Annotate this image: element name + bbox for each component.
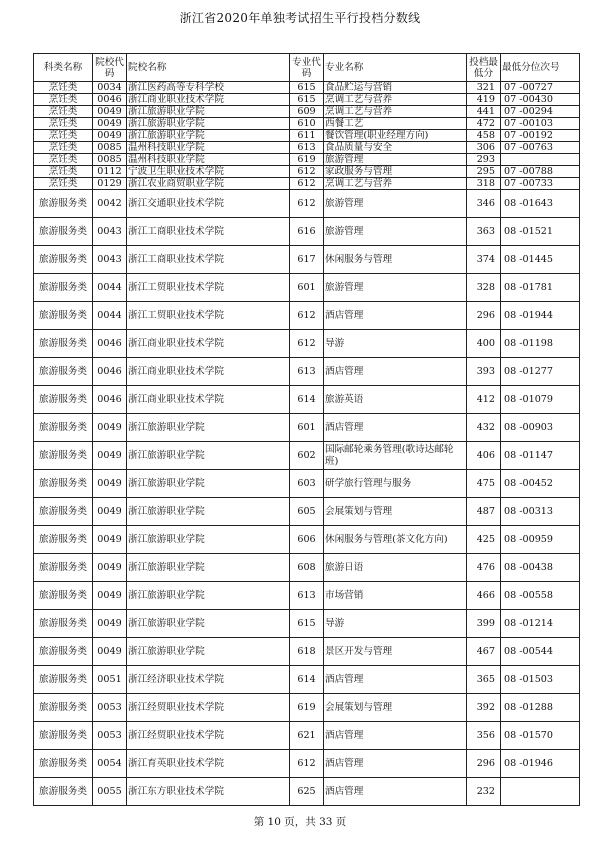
- major-code-cell: 614: [290, 386, 324, 414]
- header-school-name: 院校名称: [127, 54, 290, 82]
- school-name-cell: 浙江工商职业技术学院: [127, 218, 290, 246]
- category-cell: 烹饪类: [34, 106, 93, 118]
- major-name-cell: 酒店管理: [324, 302, 467, 330]
- category-cell: 烹饪类: [34, 82, 93, 94]
- min-score-cell: 441: [467, 106, 501, 118]
- school-code-cell: 0049: [93, 526, 127, 554]
- category-cell: 旅游服务类: [34, 330, 93, 358]
- major-code-cell: 619: [290, 694, 324, 722]
- school-code-cell: 0049: [93, 442, 127, 470]
- min-rank-cell: 07 -00294: [501, 106, 580, 118]
- header-school-code: 院校代码: [93, 54, 127, 82]
- school-name-cell: 浙江工商职业技术学院: [127, 246, 290, 274]
- category-cell: 旅游服务类: [34, 526, 93, 554]
- school-name-cell: 浙江商业职业技术学院: [127, 330, 290, 358]
- major-name-cell: 酒店管理: [324, 750, 467, 778]
- table-row: [34, 94, 580, 106]
- major-code-cell: 605: [290, 498, 324, 526]
- school-code-cell: 0129: [93, 178, 127, 190]
- category-cell: 旅游服务类: [34, 302, 93, 330]
- school-code-cell: 0049: [93, 638, 127, 666]
- school-name-cell: 浙江经贸职业技术学院: [127, 722, 290, 750]
- school-code-cell: 0042: [93, 190, 127, 218]
- min-rank-cell: 07 -00727: [501, 82, 580, 94]
- table-row: [34, 750, 580, 778]
- category-cell: 旅游服务类: [34, 274, 93, 302]
- school-code-cell: 0049: [93, 106, 127, 118]
- major-code-cell: 615: [290, 94, 324, 106]
- table-row: [34, 302, 580, 330]
- category-cell: 旅游服务类: [34, 442, 93, 470]
- school-name-cell: 浙江商业职业技术学院: [127, 358, 290, 386]
- major-name-cell: 旅游管理: [324, 154, 467, 166]
- category-cell: 烹饪类: [34, 142, 93, 154]
- header-min-score: 投档最低分: [467, 54, 501, 82]
- major-code-cell: 613: [290, 358, 324, 386]
- category-cell: 旅游服务类: [34, 778, 93, 806]
- min-score-cell: 392: [467, 694, 501, 722]
- major-name-cell: 酒店管理: [324, 666, 467, 694]
- min-rank-cell: 07 -00788: [501, 166, 580, 178]
- min-rank-cell: 08 -01147: [501, 442, 580, 470]
- school-code-cell: 0046: [93, 358, 127, 386]
- min-score-cell: 425: [467, 526, 501, 554]
- min-score-cell: 295: [467, 166, 501, 178]
- min-rank-cell: 08 -01781: [501, 274, 580, 302]
- table-row: [34, 554, 580, 582]
- category-cell: 旅游服务类: [34, 750, 93, 778]
- major-code-cell: 612: [290, 330, 324, 358]
- school-code-cell: 0049: [93, 554, 127, 582]
- min-rank-cell: 07 -00733: [501, 178, 580, 190]
- school-code-cell: 0053: [93, 694, 127, 722]
- school-code-cell: 0049: [93, 414, 127, 442]
- min-score-cell: 356: [467, 722, 501, 750]
- major-name-cell: 烹调工艺与营养: [324, 178, 467, 190]
- school-name-cell: 浙江医药高等专科学校: [127, 82, 290, 94]
- min-rank-cell: 07 -00192: [501, 130, 580, 142]
- school-code-cell: 0049: [93, 470, 127, 498]
- major-name-cell: 酒店管理: [324, 414, 467, 442]
- major-name-cell: 旅游日语: [324, 554, 467, 582]
- school-name-cell: 浙江商业职业技术学院: [127, 94, 290, 106]
- min-score-cell: 318: [467, 178, 501, 190]
- min-score-cell: 306: [467, 142, 501, 154]
- table-row: [34, 442, 580, 470]
- table-row: [34, 358, 580, 386]
- min-score-cell: 432: [467, 414, 501, 442]
- school-name-cell: 浙江旅游职业学院: [127, 582, 290, 610]
- major-name-cell: 市场营销: [324, 582, 467, 610]
- min-score-cell: 475: [467, 470, 501, 498]
- min-rank-cell: 08 -01944: [501, 302, 580, 330]
- min-rank-cell: 08 -00959: [501, 526, 580, 554]
- min-score-cell: 374: [467, 246, 501, 274]
- min-rank-cell: 07 -00103: [501, 118, 580, 130]
- category-cell: 旅游服务类: [34, 610, 93, 638]
- min-score-cell: 472: [467, 118, 501, 130]
- major-code-cell: 611: [290, 130, 324, 142]
- major-name-cell: 研学旅行管理与服务: [324, 470, 467, 498]
- school-name-cell: 浙江旅游职业学院: [127, 470, 290, 498]
- category-cell: 烹饪类: [34, 166, 93, 178]
- min-score-cell: 487: [467, 498, 501, 526]
- category-cell: 旅游服务类: [34, 470, 93, 498]
- category-cell: 旅游服务类: [34, 358, 93, 386]
- major-code-cell: 625: [290, 778, 324, 806]
- major-code-cell: 621: [290, 722, 324, 750]
- school-name-cell: 浙江旅游职业学院: [127, 130, 290, 142]
- school-name-cell: 浙江经贸职业技术学院: [127, 694, 290, 722]
- major-code-cell: 613: [290, 582, 324, 610]
- min-rank-cell: [501, 154, 580, 166]
- school-code-cell: 0043: [93, 246, 127, 274]
- school-code-cell: 0049: [93, 610, 127, 638]
- table-row: [34, 154, 580, 166]
- major-name-cell: 旅游英语: [324, 386, 467, 414]
- min-rank-cell: 08 -01946: [501, 750, 580, 778]
- major-name-cell: 烹调工艺与营养: [324, 106, 467, 118]
- category-cell: 旅游服务类: [34, 638, 93, 666]
- major-name-cell: 酒店管理: [324, 722, 467, 750]
- school-code-cell: 0049: [93, 498, 127, 526]
- major-code-cell: 616: [290, 218, 324, 246]
- min-score-cell: 232: [467, 778, 501, 806]
- school-name-cell: 浙江旅游职业学院: [127, 498, 290, 526]
- category-cell: 旅游服务类: [34, 414, 93, 442]
- school-name-cell: 浙江旅游职业学院: [127, 638, 290, 666]
- major-name-cell: 国际邮轮乘务管理(歌诗达邮轮班): [324, 442, 467, 470]
- min-rank-cell: 08 -00544: [501, 638, 580, 666]
- school-name-cell: 浙江旅游职业学院: [127, 554, 290, 582]
- table-row: [34, 526, 580, 554]
- min-score-cell: 419: [467, 94, 501, 106]
- table-row: [34, 106, 580, 118]
- major-code-cell: 614: [290, 666, 324, 694]
- school-code-cell: 0049: [93, 118, 127, 130]
- school-code-cell: 0034: [93, 82, 127, 94]
- min-score-cell: 321: [467, 82, 501, 94]
- school-code-cell: 0053: [93, 722, 127, 750]
- table-row: [34, 142, 580, 154]
- major-code-cell: 602: [290, 442, 324, 470]
- major-code-cell: 618: [290, 638, 324, 666]
- school-name-cell: 浙江交通职业技术学院: [127, 190, 290, 218]
- major-name-cell: 酒店管理: [324, 358, 467, 386]
- min-score-cell: 296: [467, 750, 501, 778]
- table-row: [34, 274, 580, 302]
- major-name-cell: 休闲服务与管理: [324, 246, 467, 274]
- school-code-cell: 0043: [93, 218, 127, 246]
- min-score-cell: 393: [467, 358, 501, 386]
- category-cell: 烹饪类: [34, 130, 93, 142]
- category-cell: 旅游服务类: [34, 694, 93, 722]
- major-name-cell: 景区开发与管理: [324, 638, 467, 666]
- min-score-cell: 476: [467, 554, 501, 582]
- school-name-cell: 宁波卫生职业技术学院: [127, 166, 290, 178]
- table-row: [34, 178, 580, 190]
- table-row: [34, 246, 580, 274]
- major-name-cell: 家政服务与管理: [324, 166, 467, 178]
- min-rank-cell: 08 -01198: [501, 330, 580, 358]
- min-rank-cell: 07 -00763: [501, 142, 580, 154]
- min-score-cell: 467: [467, 638, 501, 666]
- table-row: [34, 694, 580, 722]
- min-rank-cell: 07 -00430: [501, 94, 580, 106]
- school-name-cell: 浙江农业商贸职业学院: [127, 178, 290, 190]
- min-score-cell: 365: [467, 666, 501, 694]
- table-row: [34, 82, 580, 94]
- category-cell: 烹饪类: [34, 118, 93, 130]
- school-name-cell: 温州科技职业学院: [127, 142, 290, 154]
- major-code-cell: 606: [290, 526, 324, 554]
- category-cell: 烹饪类: [34, 94, 93, 106]
- min-rank-cell: 08 -00558: [501, 582, 580, 610]
- category-cell: 旅游服务类: [34, 190, 93, 218]
- major-name-cell: 食品质量与安全: [324, 142, 467, 154]
- category-cell: 烹饪类: [34, 178, 93, 190]
- major-code-cell: 612: [290, 750, 324, 778]
- major-code-cell: 608: [290, 554, 324, 582]
- min-rank-cell: 08 -01445: [501, 246, 580, 274]
- min-rank-cell: 08 -01277: [501, 358, 580, 386]
- school-code-cell: 0046: [93, 94, 127, 106]
- school-name-cell: 浙江商业职业技术学院: [127, 386, 290, 414]
- table-row: [34, 722, 580, 750]
- major-name-cell: 旅游管理: [324, 218, 467, 246]
- min-score-cell: 458: [467, 130, 501, 142]
- header-major-name: 专业名称: [324, 54, 467, 82]
- school-code-cell: 0046: [93, 386, 127, 414]
- major-name-cell: 烹调工艺与营养: [324, 94, 467, 106]
- table-header-row: [34, 54, 580, 82]
- min-rank-cell: 08 -01521: [501, 218, 580, 246]
- major-name-cell: 旅游管理: [324, 274, 467, 302]
- header-min-rank: 最低分位次号: [501, 54, 580, 82]
- school-name-cell: 浙江旅游职业学院: [127, 118, 290, 130]
- category-cell: 旅游服务类: [34, 722, 93, 750]
- score-table: [33, 53, 580, 806]
- table-row: [34, 414, 580, 442]
- school-code-cell: 0044: [93, 274, 127, 302]
- table-row: [34, 582, 580, 610]
- category-cell: 旅游服务类: [34, 666, 93, 694]
- min-rank-cell: [501, 778, 580, 806]
- category-cell: 旅游服务类: [34, 554, 93, 582]
- header-major-code: 专业代码: [290, 54, 324, 82]
- major-code-cell: 617: [290, 246, 324, 274]
- table-row: [34, 130, 580, 142]
- min-score-cell: 328: [467, 274, 501, 302]
- table-row: [34, 330, 580, 358]
- major-code-cell: 613: [290, 142, 324, 154]
- category-cell: 烹饪类: [34, 154, 93, 166]
- school-name-cell: 浙江育英职业技术学院: [127, 750, 290, 778]
- school-code-cell: 0049: [93, 582, 127, 610]
- table-row: [34, 498, 580, 526]
- table-row: [34, 118, 580, 130]
- category-cell: 旅游服务类: [34, 498, 93, 526]
- major-code-cell: 601: [290, 274, 324, 302]
- major-code-cell: 615: [290, 610, 324, 638]
- major-name-cell: 会展策划与管理: [324, 498, 467, 526]
- major-code-cell: 612: [290, 166, 324, 178]
- school-code-cell: 0049: [93, 130, 127, 142]
- min-rank-cell: 08 -01288: [501, 694, 580, 722]
- header-category: 科类名称: [34, 54, 93, 82]
- school-code-cell: 0044: [93, 302, 127, 330]
- min-rank-cell: 08 -00438: [501, 554, 580, 582]
- major-name-cell: 导游: [324, 330, 467, 358]
- min-score-cell: 400: [467, 330, 501, 358]
- major-code-cell: 610: [290, 118, 324, 130]
- school-name-cell: 浙江旅游职业学院: [127, 526, 290, 554]
- min-score-cell: 466: [467, 582, 501, 610]
- min-rank-cell: 08 -01079: [501, 386, 580, 414]
- category-cell: 旅游服务类: [34, 582, 93, 610]
- school-code-cell: 0085: [93, 154, 127, 166]
- school-name-cell: 浙江旅游职业学院: [127, 610, 290, 638]
- table-row: [34, 610, 580, 638]
- min-rank-cell: 08 -01214: [501, 610, 580, 638]
- school-name-cell: 浙江旅游职业学院: [127, 414, 290, 442]
- school-code-cell: 0055: [93, 778, 127, 806]
- major-name-cell: 旅游管理: [324, 190, 467, 218]
- table-row: [34, 218, 580, 246]
- min-score-cell: 293: [467, 154, 501, 166]
- min-rank-cell: 08 -01570: [501, 722, 580, 750]
- min-rank-cell: 08 -00313: [501, 498, 580, 526]
- school-name-cell: 浙江工贸职业技术学院: [127, 274, 290, 302]
- major-code-cell: 609: [290, 106, 324, 118]
- school-name-cell: 浙江旅游职业学院: [127, 106, 290, 118]
- page-title: 浙江省2020年单独考试招生平行投档分数线: [179, 11, 421, 25]
- table-row: [34, 638, 580, 666]
- major-name-cell: 食品贮运与营销: [324, 82, 467, 94]
- min-score-cell: 296: [467, 302, 501, 330]
- min-score-cell: 406: [467, 442, 501, 470]
- table-row: [34, 386, 580, 414]
- major-name-cell: 会展策划与管理: [324, 694, 467, 722]
- major-code-cell: 612: [290, 178, 324, 190]
- school-code-cell: 0054: [93, 750, 127, 778]
- major-name-cell: 西餐工艺: [324, 118, 467, 130]
- school-name-cell: 浙江工贸职业技术学院: [127, 302, 290, 330]
- major-name-cell: 导游: [324, 610, 467, 638]
- table-row: [34, 470, 580, 498]
- min-score-cell: 363: [467, 218, 501, 246]
- category-cell: 旅游服务类: [34, 246, 93, 274]
- table-row: [34, 778, 580, 806]
- table-row: [34, 666, 580, 694]
- major-code-cell: 612: [290, 302, 324, 330]
- major-name-cell: 餐饮管理(职业经理方向): [324, 130, 467, 142]
- major-name-cell: 休闲服务与管理(茶文化方向): [324, 526, 467, 554]
- school-name-cell: 浙江经济职业技术学院: [127, 666, 290, 694]
- min-score-cell: 399: [467, 610, 501, 638]
- min-rank-cell: 08 -01643: [501, 190, 580, 218]
- min-rank-cell: 08 -01503: [501, 666, 580, 694]
- major-code-cell: 615: [290, 82, 324, 94]
- page-footer: 第 10 页，共 33 页: [253, 816, 347, 828]
- min-score-cell: 346: [467, 190, 501, 218]
- school-code-cell: 0085: [93, 142, 127, 154]
- category-cell: 旅游服务类: [34, 386, 93, 414]
- major-code-cell: 603: [290, 470, 324, 498]
- school-name-cell: 温州科技职业学院: [127, 154, 290, 166]
- major-code-cell: 601: [290, 414, 324, 442]
- school-code-cell: 0112: [93, 166, 127, 178]
- major-name-cell: 酒店管理: [324, 778, 467, 806]
- min-score-cell: 412: [467, 386, 501, 414]
- school-code-cell: 0051: [93, 666, 127, 694]
- table-row: [34, 190, 580, 218]
- school-code-cell: 0046: [93, 330, 127, 358]
- category-cell: 旅游服务类: [34, 218, 93, 246]
- table-row: [34, 166, 580, 178]
- major-code-cell: 619: [290, 154, 324, 166]
- school-name-cell: 浙江东方职业技术学院: [127, 778, 290, 806]
- school-name-cell: 浙江旅游职业学院: [127, 442, 290, 470]
- min-rank-cell: 08 -00452: [501, 470, 580, 498]
- min-rank-cell: 08 -00903: [501, 414, 580, 442]
- major-code-cell: 612: [290, 190, 324, 218]
